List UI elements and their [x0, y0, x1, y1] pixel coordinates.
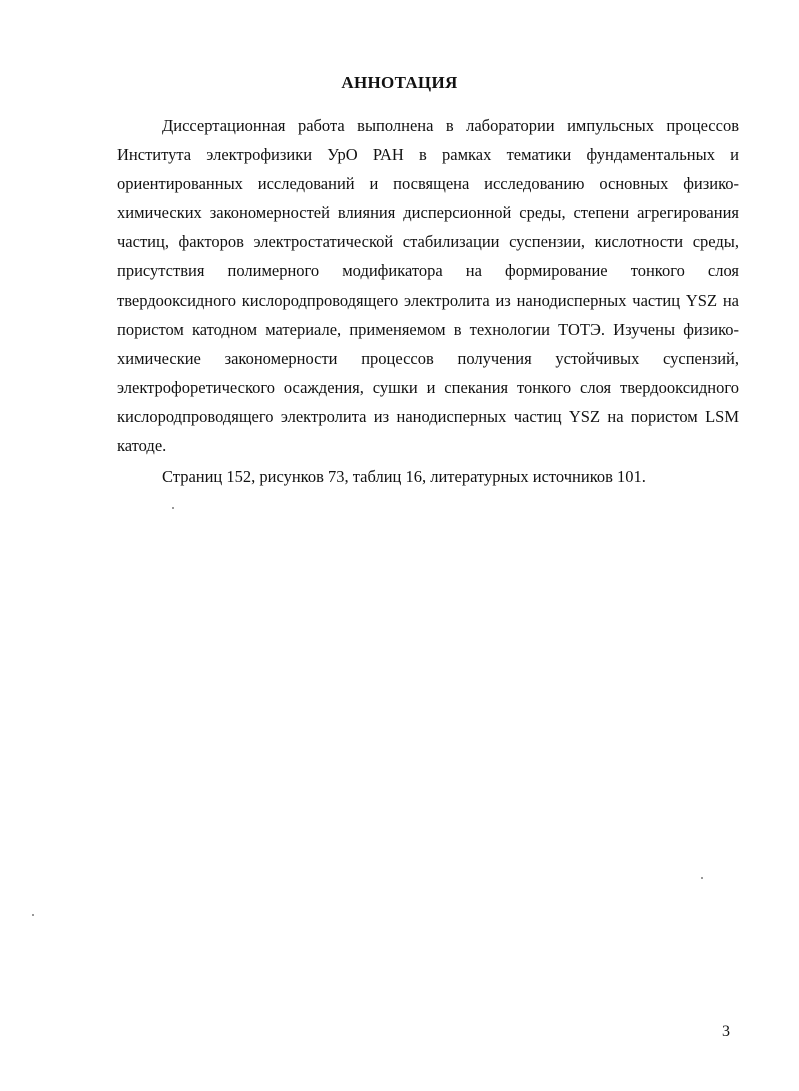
scan-speck	[32, 914, 34, 916]
page-title: АННОТАЦИЯ	[341, 73, 458, 92]
scan-speck	[701, 877, 703, 879]
document-statistics: Страниц 152, рисунков 73, таблиц 16, литературных источников 101.	[162, 467, 646, 487]
scan-speck	[172, 507, 174, 509]
page-number: 3	[722, 1023, 730, 1040]
annotation-body	[117, 111, 739, 491]
annotation-paragraph: Диссертационная работа выполнена в лаборатории импульсных процессов Института электрофизики УрО РАН в рамках тематики фундаментальных и ориентированных исследований и посвящена исследованию основных физико-химических закономерностей влияния дисперсионной среды, степени агрегирования частиц, факторов электростатической стабилизации суспензии, кислотности среды, присутствия полимерного модификатора на формирование тонкого слоя твердооксидного кислородпроводящего электролита из нанодисперных частиц YSZ на пористом катодном материале, применяемом в технологии ТОТЭ. Изучены физико-химические закономерности процессов получения устойчивых суспензий, электрофоретического осаждения, сушки и спекания тонкого слоя твердооксидного кислородпроводящего электролита из нанодисперных частиц YSZ на пористом LSM катоде.	[117, 116, 739, 456]
